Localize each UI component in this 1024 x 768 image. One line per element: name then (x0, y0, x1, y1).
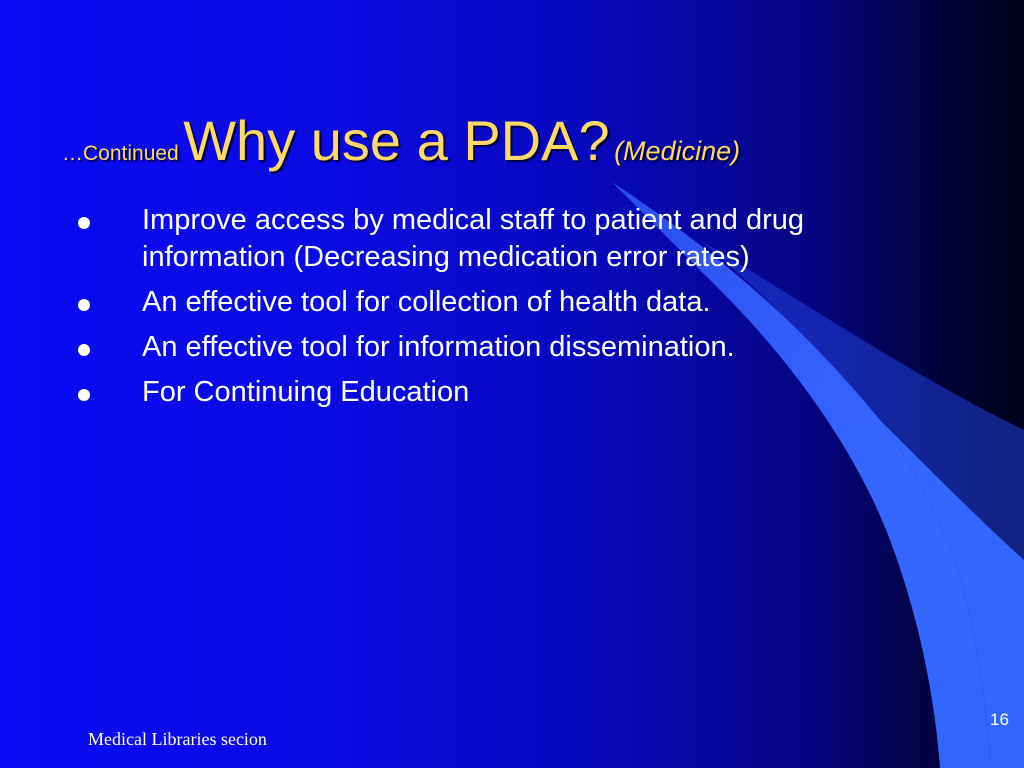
footer-text: Medical Libraries secion (88, 729, 267, 749)
title-prefix: …Continued (62, 142, 179, 165)
bullet-dot-icon (78, 389, 90, 401)
slide-title (62, 108, 740, 173)
bullet-text: An effective tool for information dissemination. (142, 331, 735, 363)
bullet-item (72, 284, 952, 321)
bullet-dot-icon (78, 299, 90, 311)
bullet-dot-icon (78, 217, 90, 229)
bullet-item (72, 374, 952, 411)
bullet-text: For Continuing Education (142, 376, 470, 408)
page-number: 16 (990, 710, 1009, 729)
bullet-dot-icon (78, 344, 90, 356)
bullet-text: An effective tool for collection of health data. (142, 286, 711, 318)
title-main: Why use a PDA? (183, 109, 610, 172)
title-suffix: (Medicine) (614, 136, 741, 166)
bullet-list (72, 202, 952, 419)
bullet-text: Improve access by medical staff to patient and drug information (Decreasing medication error rates) (142, 204, 804, 273)
bullet-item (72, 329, 952, 366)
bullet-item (72, 202, 952, 276)
